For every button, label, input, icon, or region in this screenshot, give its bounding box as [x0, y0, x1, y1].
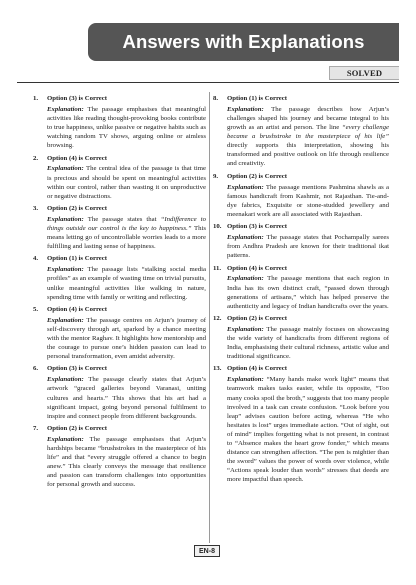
answer-number: 3.	[33, 205, 39, 212]
explanation-text	[227, 105, 389, 169]
answer-number: 10.	[213, 223, 222, 231]
explanation-text	[47, 375, 206, 420]
explanation-body: The passage states that	[87, 215, 161, 223]
answer-option: Option (4) is Correct	[47, 154, 108, 162]
explanation-body: The passage mentions that each region in India has its own distinct craft, “passed down through generations of artisans,” which has helped preserve the authenticity and legacy of Indian handicrafts over the years.	[227, 275, 389, 310]
answer-number: 2.	[33, 154, 39, 162]
explanation-body: The passage centres on Arjun’s journey of self-discovery through art, sparked by a chance meeting with the mentor Raghav. It highlights how mentorship and the courage to pursue one’s hidden passion can lead to personal transformation, even amidst adversity.	[47, 316, 206, 361]
answer-body	[227, 94, 389, 169]
explanation-body: The passage emphasises that Arjun’s hardships became “brushstrokes in the masterpiece of his life” and that “every struggle offered a chance to begin anew.” This clearly conveys the message that resilience and passion can transform challenges into opportunities for personal growth and success.	[47, 435, 206, 489]
answer-option: Option (4) is Correct	[227, 365, 288, 373]
answer-option: Option (4) is Correct	[227, 264, 288, 272]
right-column	[213, 94, 389, 488]
explanation-text	[47, 215, 206, 251]
answer-number: 11.	[213, 264, 222, 272]
answer-body	[227, 364, 389, 484]
answer-item	[33, 424, 206, 489]
explanation-label: Explanation:	[227, 234, 264, 242]
explanation-label: Explanation:	[47, 266, 84, 274]
explanation-body: The central idea of the passage is that time is precious and should be spent on meaningful activities within our control, rather than wasting it on unproductive or negative distractions.	[47, 165, 206, 200]
explanation-text	[227, 274, 389, 310]
explanation-label: Explanation:	[227, 325, 264, 333]
answer-item	[213, 172, 389, 219]
page-title: Answers with Explanations	[122, 31, 365, 52]
explanation-label: Explanation:	[227, 376, 264, 384]
explanation-body: The passage mainly focuses on showcasing the wide variety of handicrafts from different regions of India, emphasising their cultural richness, artistic value and traditional significance.	[227, 325, 389, 361]
explanation-text	[47, 164, 206, 200]
answer-body	[47, 154, 206, 201]
explanation-label: Explanation:	[47, 376, 84, 384]
explanation-body: The passage clearly states that Arjun’s artwork “graced galleries beyond Varanasi, uniting cultures and hearts.” This shows that his art had a significant impact, going beyond personal fulfilment to inspire and connect people from different backgrounds.	[47, 376, 206, 420]
answer-item	[213, 364, 389, 484]
answer-body	[47, 364, 206, 420]
answer-body	[47, 424, 206, 489]
explanation-label: Explanation:	[227, 183, 264, 191]
answer-item	[213, 94, 389, 169]
explanation-text	[47, 265, 206, 301]
explanation-text	[47, 316, 206, 361]
explanation-label: Explanation:	[227, 275, 264, 283]
answer-number: 7.	[33, 425, 39, 432]
answer-option: Option (2) is Correct	[227, 172, 288, 180]
answer-body	[227, 222, 389, 260]
answer-option: Option (2) is Correct	[47, 425, 108, 432]
answer-item	[213, 264, 389, 311]
explanation-text	[227, 375, 389, 484]
explanation-label: Explanation:	[47, 435, 84, 443]
answer-number: 1.	[33, 95, 39, 102]
explanation-text	[227, 233, 389, 260]
answer-body	[47, 204, 206, 251]
header-banner	[88, 23, 399, 61]
answer-body	[47, 94, 206, 150]
answer-body	[227, 264, 389, 311]
answer-number: 5.	[33, 305, 39, 313]
explanation-text	[227, 183, 389, 219]
page-number: EN-8	[194, 545, 220, 557]
explanation-text	[227, 325, 389, 361]
left-column	[33, 94, 206, 493]
answer-body	[47, 254, 206, 301]
explanation-text	[47, 435, 206, 490]
answer-number: 6.	[33, 365, 39, 373]
explanation-label: Explanation:	[47, 215, 84, 223]
answer-option: Option (3) is Correct	[227, 223, 288, 231]
answer-option: Option (2) is Correct	[227, 315, 288, 322]
answer-number: 12.	[213, 315, 222, 322]
answer-item	[33, 204, 206, 251]
answer-item	[213, 314, 389, 361]
explanation-body: The passage states that Pochampally sarees from Andhra Pradesh are known for their traditional ikat patterns.	[227, 234, 389, 260]
explanation-label: Explanation:	[47, 316, 84, 324]
quoted-text: “Indifference to things outside our control is the key to happiness.”	[47, 215, 206, 232]
answer-option: Option (2) is Correct	[47, 205, 108, 212]
answer-item	[33, 364, 206, 420]
explanation-body: This means letting go of uncontrollable worries leads to a more fulfilling and lasting sense of happiness.	[47, 224, 206, 251]
explanation-body: “Many hands make work light” means that teamwork makes tasks easier, while its opposite, “Too many cooks spoil the broth,” suggests that too many people involved in a task can create confusion. “Look before you leap” advises caution before acting, whereas “He who hesitates is lost” urges immediate action. “Out of sight, out of mind” implies forgetting what is not present, in contrast to “Absence makes the heart grow fonder,” which means distance can strengthen affection. “The pen is mightier than the sword” values the power of words over violence, while “Actions speak louder than words” stresses that deeds are more impactful than speech.	[227, 376, 389, 484]
answer-number: 9.	[213, 172, 219, 180]
answer-item	[213, 222, 389, 260]
answer-body	[227, 172, 389, 219]
explanation-label: Explanation:	[47, 165, 84, 173]
quoted-text: “every challenge became a brushstroke in the masterpiece of his life”	[227, 124, 389, 141]
answer-option: Option (1) is Correct	[47, 255, 108, 263]
explanation-body: The passage describes how Arjun’s challenges shaped his journey and became integral to his growth as an artist and person. The line	[227, 105, 389, 132]
explanation-label: Explanation:	[227, 105, 264, 113]
answer-item	[33, 305, 206, 361]
answer-item	[33, 154, 206, 201]
explanation-label: Explanation:	[47, 105, 84, 113]
explanation-body: directly supports this interpretation, showing his transformed and positive outlook on life through resilience and creativity.	[227, 142, 389, 168]
answer-item	[33, 94, 206, 150]
solved-tag: SOLVED	[329, 66, 399, 80]
answer-option: Option (3) is Correct	[47, 95, 108, 102]
column-divider	[209, 92, 210, 543]
answer-option: Option (3) is Correct	[47, 365, 108, 373]
answer-body	[227, 314, 389, 361]
explanation-body: The passage lists “stalking social media profiles” as an example of wasting time on trivial pursuits, unlike meaningful activities like walking in nature, spending time with family or writing and reflecting.	[47, 266, 206, 301]
explanation-body: The passage emphasises that meaningful activities like reading thought-provoking books contribute to true happiness, unlike passive or negative habits such as watching random TV shows, arguing online or aimless browsing.	[47, 105, 206, 150]
header-rule	[17, 82, 399, 83]
explanation-text	[47, 105, 206, 150]
answer-option: Option (1) is Correct	[227, 95, 288, 102]
answer-body	[47, 305, 206, 361]
answer-option: Option (4) is Correct	[47, 305, 108, 313]
answer-item	[33, 254, 206, 301]
answer-number: 13.	[213, 365, 222, 373]
answer-number: 4.	[33, 255, 39, 263]
answer-number: 8.	[213, 95, 219, 102]
explanation-body: The passage mentions Pashmina shawls as a famous handicraft from Kashmir, not Rajasthan. Tie-and-dye fabrics, Exquisite or stone-studded jewellery and meenakari work are all associated with Rajasthan.	[227, 183, 389, 218]
